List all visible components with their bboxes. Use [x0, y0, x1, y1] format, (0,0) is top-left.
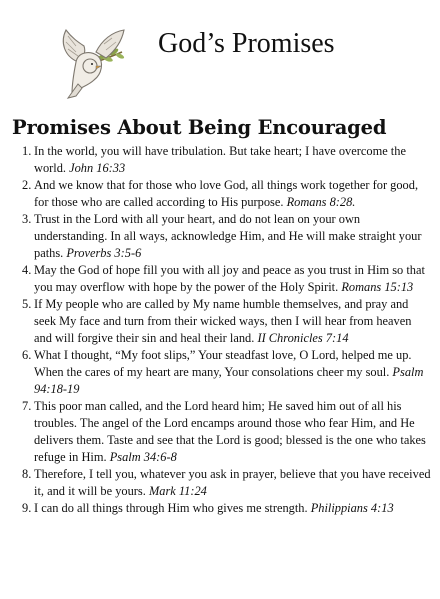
verse-text: Therefore, I tell you, whatever you ask in prayer, believe that you have received it, and it will be yours. [34, 467, 431, 498]
verse-reference: Romans 15:13 [341, 280, 414, 294]
verse-text: This poor man called, and the Lord heard him; He saved him out of all his troubles. The angel of the Lord encamps around those who fear Him, and He delivers them. Taste and see that the Lord is good; blessed is the one who takes refuge in Him. [34, 399, 426, 464]
verse-text: If My people who are called by My name humble themselves, and pray and seek My face and turn from their wicked ways, then I will hear from heaven and will forgive their sin and heal their land. [34, 297, 412, 345]
list-item [22, 500, 432, 517]
page-title: God’s Promises [158, 28, 335, 59]
list-item [22, 262, 432, 296]
list-item-number: 2. [22, 178, 32, 192]
verse-reference: John 16:33 [69, 161, 126, 175]
verse-text: In the world, you will have tribulation. But take heart; I have overcome the world. [34, 144, 406, 175]
promise-list [22, 143, 432, 517]
list-item-number: 1. [22, 144, 32, 158]
list-item [22, 177, 432, 211]
dove-with-olive-branch-icon [56, 22, 138, 100]
list-item [22, 398, 432, 466]
list-item-number: 3. [22, 212, 32, 226]
verse-text: What I thought, “My foot slips,” Your steadfast love, O Lord, helped me up. When the cares of my heart are many, Your consolations cheer my soul. [34, 348, 412, 379]
list-item-number: 9. [22, 501, 32, 515]
list-item [22, 466, 432, 500]
verse-reference: Mark 11:24 [148, 484, 207, 498]
verse-text: I can do all things through Him who gives me strength. [34, 501, 311, 515]
verse-reference: Philippians 4:13 [310, 501, 394, 515]
list-item [22, 347, 432, 398]
list-item [22, 143, 432, 177]
list-item [22, 296, 432, 347]
verse-text: Trust in the Lord with all your heart, and do not lean on your own understanding. In all ways, acknowledge Him, and He will make straight your paths. [34, 212, 422, 260]
verse-reference: Psalm 94:18-19 [34, 365, 424, 396]
list-item-number: 7. [22, 399, 32, 413]
section-heading: Promises About Being Encouraged [12, 116, 387, 139]
list-item-number: 4. [22, 263, 32, 277]
verse-text: May the God of hope fill you with all joy and peace as you trust in Him so that you may overflow with hope by the power of the Holy Spirit. [34, 263, 425, 294]
verse-reference: Proverbs 3:5-6 [66, 246, 142, 260]
list-item-number: 8. [22, 467, 32, 481]
verse-reference: Romans 8:28. [286, 195, 356, 209]
verse-reference: Psalm 34:6-8 [109, 450, 177, 464]
verse-text: And we know that for those who love God, all things work together for good, for those who are called according to His purpose. [34, 178, 419, 209]
list-item [22, 211, 432, 262]
list-item-number: 6. [22, 348, 32, 362]
list-item-number: 5. [22, 297, 32, 311]
verse-reference: II Chronicles 7:14 [257, 331, 349, 345]
